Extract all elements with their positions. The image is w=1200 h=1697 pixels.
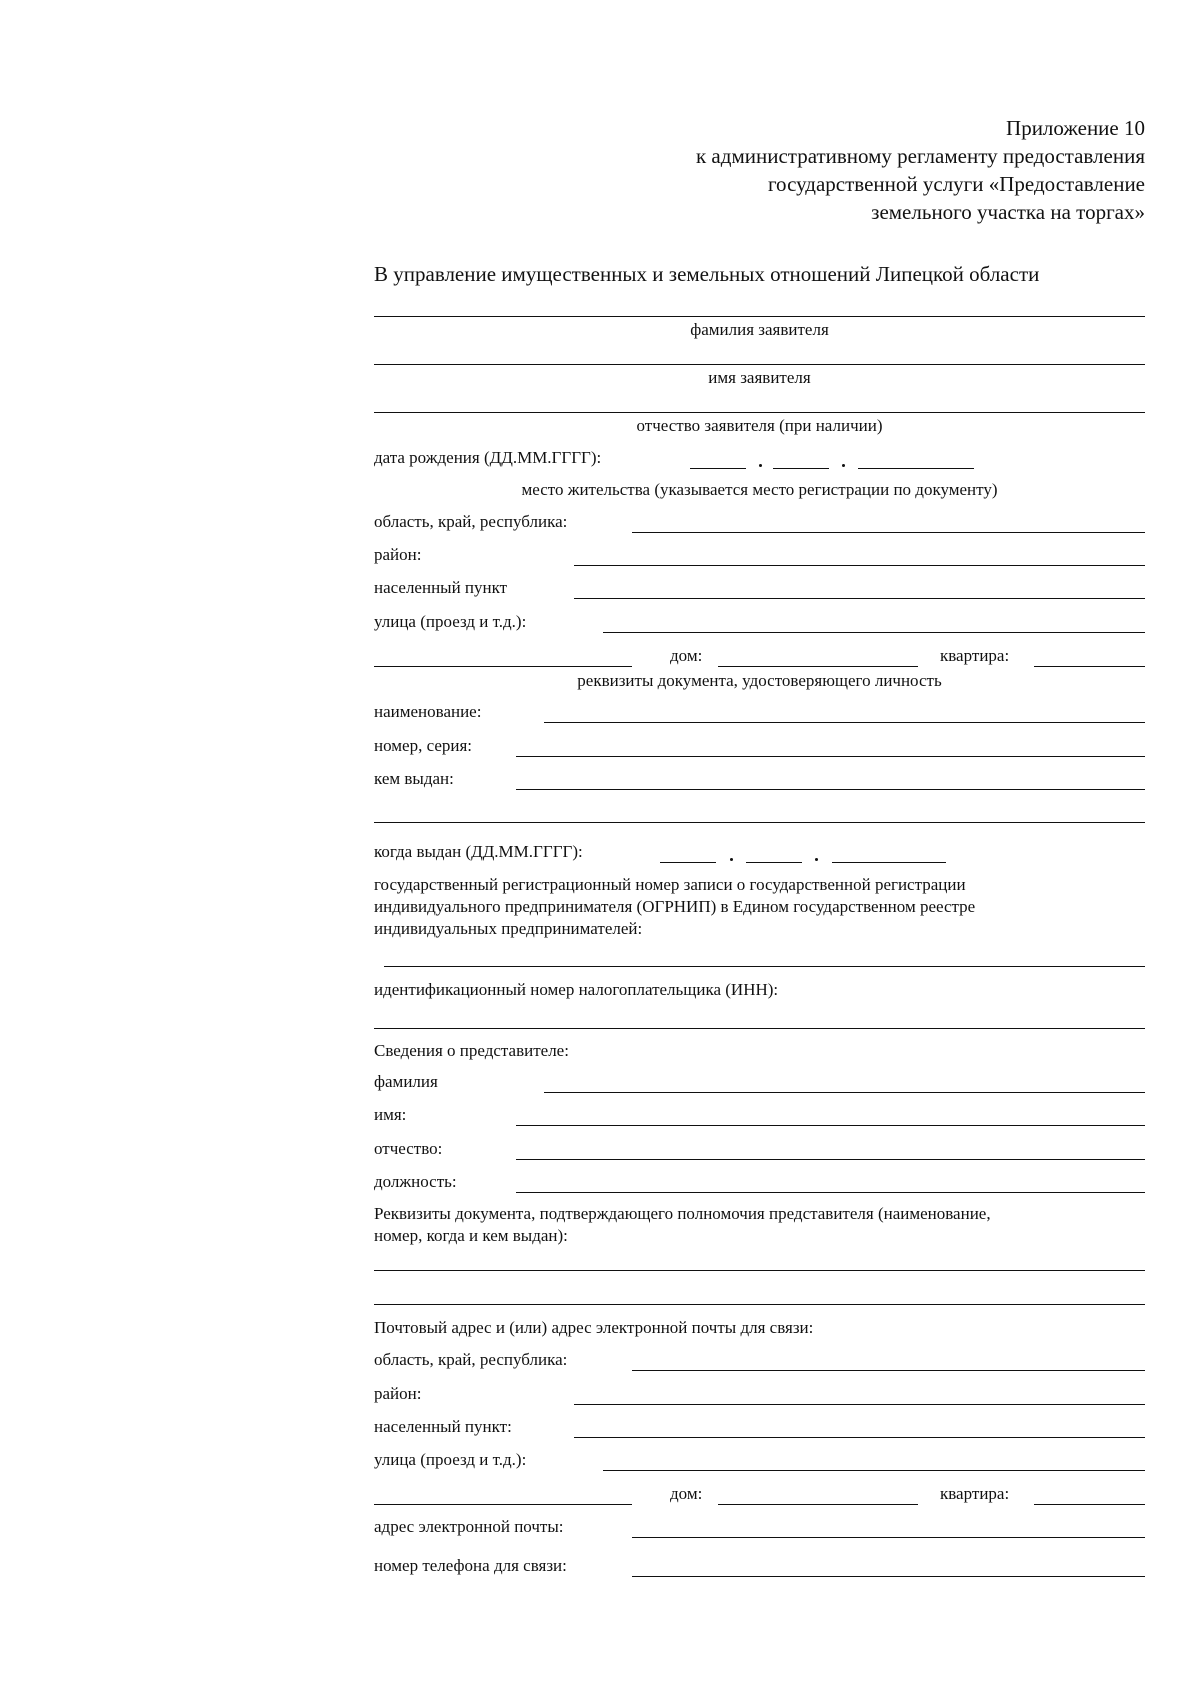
locality-label: населенный пункт	[374, 578, 508, 597]
email-field[interactable]	[632, 1537, 1145, 1538]
contact-district-label: район:	[374, 1384, 422, 1403]
street-field[interactable]	[603, 632, 1145, 633]
district-field[interactable]	[574, 565, 1145, 566]
ogrnip-label-line: индивидуальных предпринимателей:	[374, 919, 643, 938]
rep-name-label: имя:	[374, 1105, 407, 1124]
ogrnip-label-line: индивидуального предпринимателя (ОГРНИП) в Едином государственном реестре	[374, 897, 976, 916]
contact-region-field[interactable]	[632, 1370, 1145, 1371]
doc-day-field[interactable]	[660, 862, 716, 863]
rep-position-label: должность:	[374, 1172, 457, 1191]
contact-locality-field[interactable]	[574, 1437, 1145, 1438]
inn-label: идентификационный номер налогоплательщика (ИНН):	[374, 980, 779, 999]
street-continuation-field[interactable]	[374, 666, 632, 667]
house-label: дом:	[670, 646, 703, 665]
email-label: адрес электронной почты:	[374, 1517, 564, 1536]
region-field[interactable]	[632, 532, 1145, 533]
ogrnip-label	[374, 874, 975, 940]
appendix-subtitle-line: к административному регламенту предоставления	[695, 144, 1145, 168]
ogrnip-label-line: государственный регистрационный номер записи о государственной регистрации	[374, 875, 966, 894]
date-separator	[730, 858, 733, 861]
street-label: улица (проезд и т.д.):	[374, 612, 527, 631]
doc-date-label: когда выдан (ДД.ММ.ГГГГ):	[374, 842, 583, 861]
rep-authority-label-line: Реквизиты документа, подтверждающего полномочия представителя (наименование,	[374, 1204, 991, 1223]
contact-house-field[interactable]	[718, 1504, 918, 1505]
appendix-subtitle-line: государственной услуги «Предоставление	[767, 172, 1145, 196]
id-document-caption: реквизиты документа, удостоверяющего личность	[577, 671, 942, 690]
birth-month-field[interactable]	[773, 468, 829, 469]
contact-street-field[interactable]	[603, 1470, 1145, 1471]
doc-number-field[interactable]	[516, 756, 1145, 757]
contact-section-label: Почтовый адрес и (или) адрес электронной почты для связи:	[374, 1318, 814, 1337]
rep-name-field[interactable]	[516, 1125, 1145, 1126]
rep-patronymic-label: отчество:	[374, 1139, 443, 1158]
doc-issuer-continuation-field[interactable]	[374, 822, 1145, 823]
region-label: область, край, республика:	[374, 512, 568, 531]
doc-name-label: наименование:	[374, 702, 482, 721]
contact-house-label: дом:	[670, 1484, 703, 1503]
contact-district-field[interactable]	[574, 1404, 1145, 1405]
phone-label: номер телефона для связи:	[374, 1556, 567, 1575]
date-separator	[815, 858, 818, 861]
house-field[interactable]	[718, 666, 918, 667]
doc-issuer-label: кем выдан:	[374, 769, 454, 788]
contact-apartment-label: квартира:	[940, 1484, 1010, 1503]
rep-patronymic-field[interactable]	[516, 1159, 1145, 1160]
date-separator	[842, 464, 845, 467]
contact-locality-label: населенный пункт:	[374, 1417, 512, 1436]
contact-apartment-field[interactable]	[1034, 1504, 1145, 1505]
date-separator	[759, 464, 762, 467]
appendix-subtitle-line: земельного участка на торгах»	[871, 200, 1145, 224]
applicant-surname-caption: фамилия заявителя	[690, 320, 829, 339]
applicant-name-field[interactable]	[374, 364, 1145, 365]
representative-section-label: Сведения о представителе:	[374, 1041, 569, 1060]
applicant-patronymic-caption: отчество заявителя (при наличии)	[636, 416, 883, 435]
contact-region-label: область, край, республика:	[374, 1350, 568, 1369]
inn-field[interactable]	[374, 1028, 1145, 1029]
locality-field[interactable]	[574, 598, 1145, 599]
district-label: район:	[374, 545, 422, 564]
phone-field[interactable]	[632, 1576, 1145, 1577]
rep-authority-continuation-field[interactable]	[374, 1304, 1145, 1305]
doc-name-field[interactable]	[544, 722, 1145, 723]
rep-authority-field[interactable]	[374, 1270, 1145, 1271]
rep-authority-label	[374, 1203, 991, 1247]
rep-position-field[interactable]	[516, 1192, 1145, 1193]
birth-date-label: дата рождения (ДД.ММ.ГГГГ):	[374, 448, 602, 467]
doc-number-label: номер, серия:	[374, 736, 473, 755]
contact-street-continuation-field[interactable]	[374, 1504, 632, 1505]
applicant-name-caption: имя заявителя	[708, 368, 811, 387]
rep-surname-label: фамилия	[374, 1072, 438, 1091]
rep-authority-label-line: номер, когда и кем выдан):	[374, 1226, 568, 1245]
birth-year-field[interactable]	[858, 468, 974, 469]
residence-caption: место жительства (указывается место регистрации по документу)	[521, 480, 998, 499]
rep-surname-field[interactable]	[544, 1092, 1145, 1093]
doc-year-field[interactable]	[832, 862, 946, 863]
birth-day-field[interactable]	[690, 468, 746, 469]
contact-street-label: улица (проезд и т.д.):	[374, 1450, 527, 1469]
addressee: В управление имущественных и земельных отношений Липецкой области	[374, 262, 1040, 286]
apartment-field[interactable]	[1034, 666, 1145, 667]
ogrnip-field[interactable]	[384, 966, 1145, 967]
doc-issuer-field[interactable]	[516, 789, 1145, 790]
appendix-title: Приложение 10	[1006, 116, 1145, 140]
doc-month-field[interactable]	[746, 862, 802, 863]
applicant-surname-field[interactable]	[374, 316, 1145, 317]
applicant-patronymic-field[interactable]	[374, 412, 1145, 413]
apartment-label: квартира:	[940, 646, 1010, 665]
